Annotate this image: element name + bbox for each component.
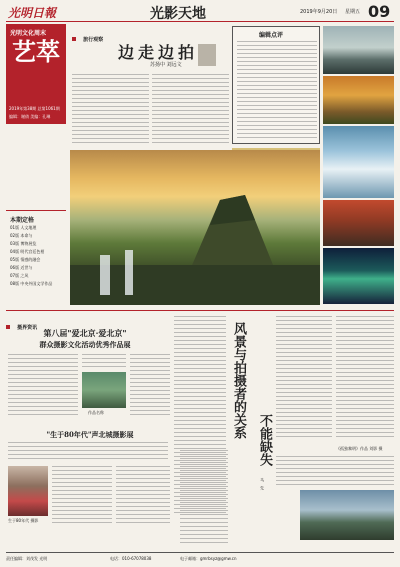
section-divider [6,310,394,311]
article-body-col-2 [152,74,229,146]
photo-lake-landscape [300,490,394,540]
vertical-byline: 马 先 [260,478,265,490]
news2-body-col-1 [8,442,168,462]
toc-list [10,225,66,289]
right-photo-caption: 《孤独黎明》作品 刘影 摄 [336,446,383,451]
news1-title: 第八届"爱北京·爱北京" [43,328,127,338]
toc-item[interactable]: 07版 之风 [10,273,29,278]
news2-photo-caption: 生于80年代 摄影 [8,518,39,523]
section-title: 光影天地 [150,6,206,22]
news1-body-col-2 [82,354,126,370]
issue-weekday: 星期五 [345,9,361,15]
news1-photo-caption: 作品名称 [88,410,104,415]
footer-phone: 电话：010-67078038 [110,556,152,561]
article-tag-bottom: 摄界资讯 [6,314,37,333]
toc-title: 本期定格 [10,217,35,224]
toc-item[interactable]: 03版 博物展览 [10,241,37,246]
news2-photo [8,466,48,516]
byline-portrait [198,44,216,66]
editor-note-box [232,26,320,144]
sidebar-red-block [6,24,66,124]
page-number: 09 [368,2,391,21]
paper-name: 光明日報 [8,6,57,20]
masthead [0,0,400,22]
photo-autumn-tree [323,76,394,124]
big-char: 艺萃 [12,37,60,66]
footer-editor: 责任编辑：刘茂发 光明 [6,556,48,561]
issue-line: 2019年第38期 总第1061期 [9,106,60,111]
news2-title: "生于80年代"声北城摄影展 [46,430,134,439]
middle-body-col-2 [180,450,228,546]
right-body-col-2 [336,316,394,440]
right-body-col-1 [276,316,332,440]
photo-sea-stacks [323,26,394,74]
photo-red-cliff [323,200,394,246]
toc-item[interactable]: 01版 人文地理 [10,225,37,230]
toc-item[interactable]: 04版 明代宫廷色相 [10,249,45,254]
article-title: 边走边拍 [118,43,199,62]
article-body-col-1 [72,74,149,146]
news1-body-col-3 [130,354,170,418]
photo-aurora-house [323,248,394,304]
vertical-headline-2: 不能缺失 [257,414,272,466]
vertical-headline-1: 风景与拍摄者的关系 [231,322,246,439]
news2-body-col-3 [116,466,170,526]
toc-item[interactable]: 02版 本命与 [10,233,33,238]
footer-rule [6,552,394,553]
mountain-illustration [70,150,320,305]
article-tag-top: 旅行观察 [72,26,103,45]
news1-photo [82,372,126,408]
editor-note-title: 编辑点评 [259,32,284,39]
footer-email: 电子邮箱：gmrbsyz@gmw.cn [180,556,237,561]
news2-body-col-2 [52,466,112,526]
toc-item[interactable]: 08版 中央外国文学作品 [10,281,53,286]
tag-marker-icon [72,37,76,41]
right-body-col-3 [276,456,394,488]
issue-date: 2019年9月20日 [300,9,338,15]
article-byline: 苏扬中 刘远文 [150,62,182,68]
toc-item[interactable]: 06版 近世与 [10,265,33,270]
editor-note-text [237,41,317,141]
photo-glacier [323,126,394,198]
photo-mountain-waterfall [70,150,320,305]
series-name: 光明文化周末 [10,30,47,37]
news1-body-col-1 [8,354,78,418]
toc-box [6,210,66,290]
toc-item[interactable]: 05版 情感的融会 [10,257,41,262]
editor-line: 编辑：谢倩 美编：孔琳 [9,114,51,119]
news1-subtitle: 群众摄影文化活动优秀作品展 [39,340,131,349]
masthead-rule [6,21,394,22]
